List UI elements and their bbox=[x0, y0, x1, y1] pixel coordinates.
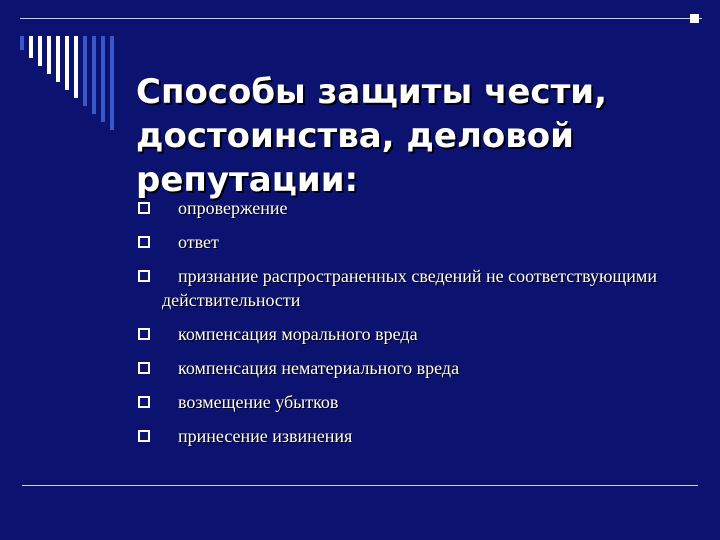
bullet-item bbox=[138, 356, 658, 380]
bullet-text: ответ bbox=[178, 232, 219, 252]
hollow-square-icon bbox=[138, 396, 150, 408]
bullet-text: возмещение убытков bbox=[178, 392, 339, 412]
bullet-list bbox=[138, 196, 658, 458]
hollow-square-icon bbox=[138, 430, 150, 442]
vertical-stripes-decoration bbox=[20, 36, 120, 136]
stripe bbox=[83, 36, 87, 106]
hollow-square-icon bbox=[138, 270, 150, 282]
hollow-square-icon bbox=[138, 362, 150, 374]
stripe bbox=[20, 36, 24, 50]
hollow-square-icon bbox=[138, 236, 150, 248]
stripe bbox=[38, 36, 42, 66]
bullet-text: компенсация нематериального вреда bbox=[178, 358, 460, 378]
bottom-divider bbox=[22, 485, 698, 486]
bullet-text: принесение извинения bbox=[178, 426, 353, 446]
bullet-item bbox=[138, 196, 658, 220]
stripe bbox=[29, 36, 33, 58]
stripe bbox=[101, 36, 105, 122]
bullet-text: опровержение bbox=[178, 198, 288, 218]
stripe bbox=[74, 36, 78, 98]
bullet-item bbox=[138, 424, 658, 448]
bullet-text: компенсация морального вреда bbox=[178, 324, 418, 344]
stripe bbox=[92, 36, 96, 114]
bullet-text: признание распространенных сведений не соответствующими действительности bbox=[162, 266, 657, 310]
stripe bbox=[47, 36, 51, 74]
bullet-item bbox=[138, 264, 658, 312]
hollow-square-icon bbox=[138, 328, 150, 340]
stripe bbox=[110, 36, 114, 130]
bullet-item bbox=[138, 230, 658, 254]
top-divider bbox=[20, 18, 702, 19]
bullet-item bbox=[138, 390, 658, 414]
stripe bbox=[65, 36, 69, 90]
hollow-square-icon bbox=[138, 202, 150, 214]
slide-title: Способы защиты чести, достоинства, деловой репутации: bbox=[136, 72, 608, 200]
stripe bbox=[56, 36, 60, 82]
corner-square-icon bbox=[690, 14, 699, 23]
bullet-item bbox=[138, 322, 658, 346]
